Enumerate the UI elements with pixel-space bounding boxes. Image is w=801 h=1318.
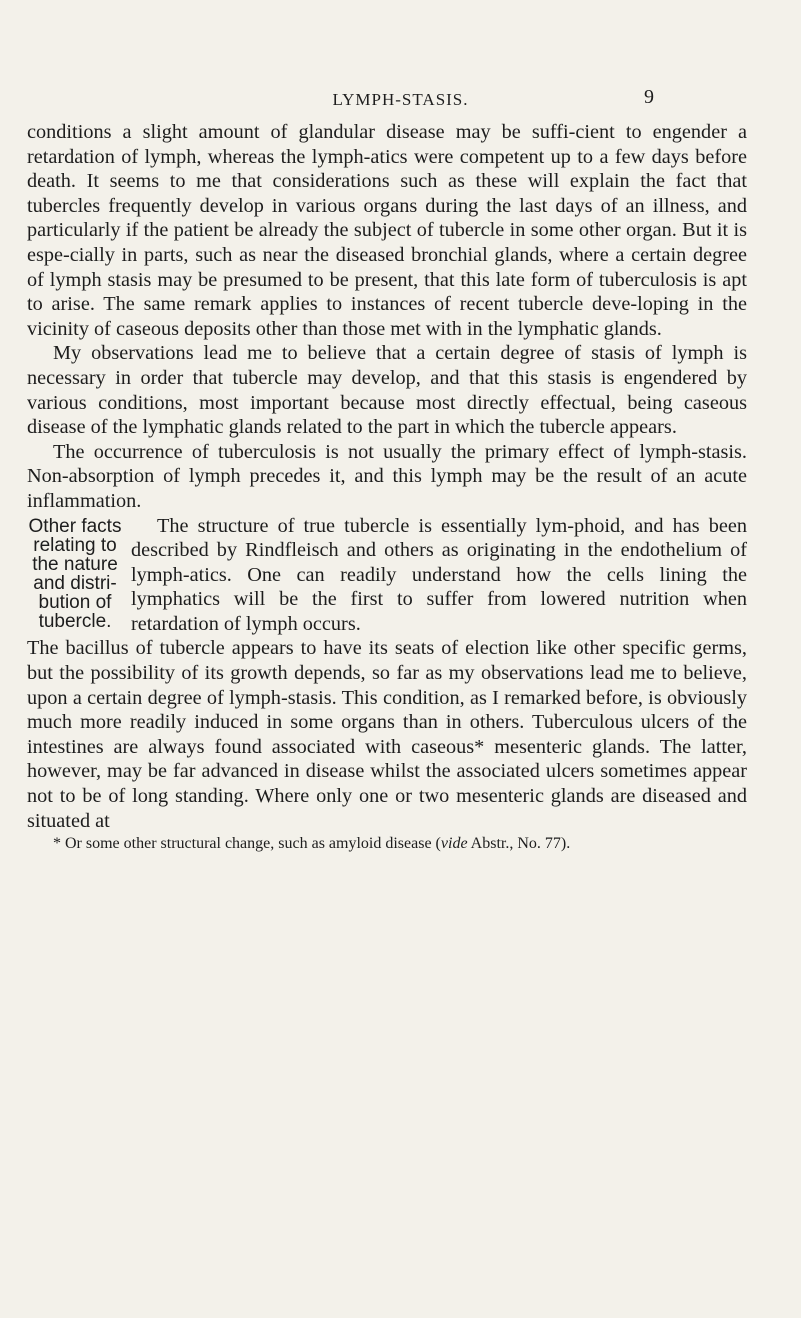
page-number: 9: [644, 86, 654, 108]
paragraph-2: My observations lead me to believe that a certain degree of stasis of lymph is necessary in order that tubercle may develop, and that this stasis is engendered by various conditions, most important because most directly effectual, being caseous disease of the lymphatic glands related to the part in which the tubercle appears.: [27, 342, 747, 439]
footnote-text: * Or some other structural change, such as amyloid disease (: [53, 835, 441, 853]
footnote: [27, 833, 747, 854]
running-head: LYMPH-STASIS.: [332, 90, 469, 109]
footnote-italic: vide: [440, 835, 468, 853]
paragraph-4: The structure of true tubercle is essentially lym-phoid, and has been described by Rindfleisch and others as originating in the endothelium of lymph-atics. One can readily understand how the cells lining the lymphatics will be the first to suffer from lowered nutrition when retardation of lymph occurs.: [131, 514, 747, 635]
paragraph-3: The occurrence of tuberculosis is not usually the primary effect of lymph-stasis. Non-absorption of lymph precedes it, and this lymph may be the result of an acute inflammation.: [27, 440, 747, 512]
footnote-reference: Abstr., No. 77).: [467, 835, 571, 853]
paragraph-5: The bacillus of tubercle appears to have its seats of election like other specific germs, but the possibility of its growth depends, so far as my observations lead me to believe, upon a certain degree of lymph-stasis. This condition, as I remarked before, is obviously much more readily induced in some organs than in others. Tuberculous ulcers of the intestines are always found associated with caseous* mesenteric glands. The latter, however, may be far advanced in disease whilst the associated ulcers sometimes appear not to be of long standing. Where only one or two mesenteric glands are diseased and situated at: [27, 637, 747, 832]
marginal-sidenote: Other facts relating to the nature and distri-bution of tubercle.: [28, 515, 122, 632]
body-text: [27, 120, 747, 854]
sidenote-section: [27, 514, 747, 637]
paragraph-1: conditions a slight amount of glandular disease may be suffi-cient to engender a retardation of lymph, whereas the lymph-atics were competent up to a few days before death. It seems to me that considerations such as these will explain the fact that tubercles frequently develop in various organs during the last days of an illness, and particularly if the patient be already the subject of tubercle in some other organ. But it is espe-cially in parts, such as near the diseased bronchial glands, where a certain degree of lymph stasis may be presumed to be present, that this late form of tuberculosis is apt to arise. The same remark applies to instances of recent tubercle deve-loping in the vicinity of caseous deposits other than those met with in the lymphatic glands.: [27, 121, 747, 340]
